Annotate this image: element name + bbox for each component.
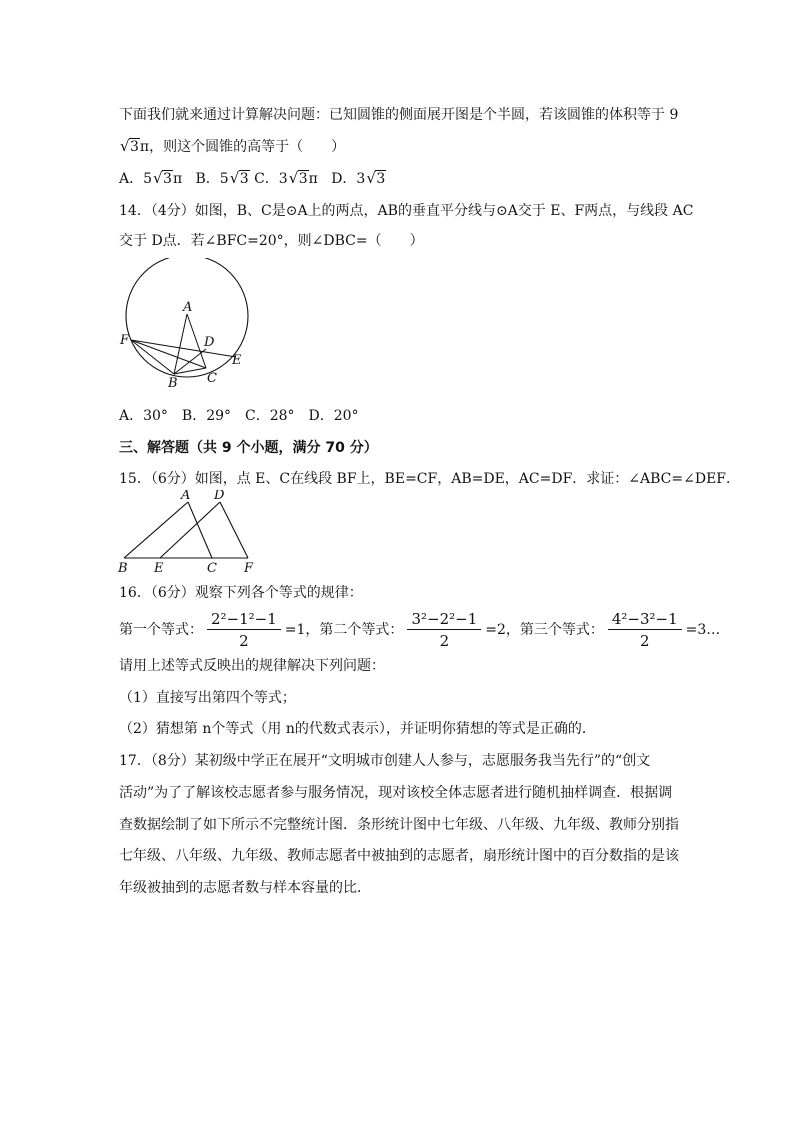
q16-line1: 16．（6分）观察下列各个等式的规律：: [119, 585, 363, 601]
q17-line4: 七年级、八年级、九年级、教师志愿者中被抽到的志愿者，扇形统计图中的百分数指的是该: [119, 848, 679, 864]
label-D: D: [204, 335, 215, 350]
q16-sub1: （1）直接写出第四个等式；: [119, 690, 296, 706]
q13-line2: √ 3π，则这个圆锥的高等于（ ）: [120, 137, 346, 155]
label-C: C: [207, 371, 217, 386]
q17-line1: 17．（8分）某初级中学正在展开“文明城市创建人人参与，志愿服务我当先行”的“创文: [119, 753, 651, 769]
label-D: D: [214, 490, 225, 503]
label-E: E: [154, 561, 164, 576]
q16-sub2: （2）猜想第 n个等式（用 n的代数式表示），并证明你猜想的等式是正确的．: [119, 721, 596, 737]
section-title: 三、解答题（共 9 个小题，满分 70 分）: [119, 440, 378, 456]
sqrt-3: √ 3: [120, 137, 139, 155]
q14-circle-figure: [118, 258, 258, 396]
q17-line3: 查数据绘制了如下所示不完整统计图．条形统计图中七年级、八年级、九年级、教师分别指: [119, 817, 679, 833]
q14-line1: 14．（4分）如图，B、C是⊙A上的两点，AB的垂直平分线与⊙A交于 E、F两点，与线段 AC: [119, 203, 694, 219]
q14-line2: 交于 D点．若∠BFC=20°，则∠DBC=（ ）: [119, 233, 424, 249]
q13-options: A．5 √ 3π B．5 √ 3 C．3 √ 3π D．3 √ 3: [119, 169, 386, 187]
label-A: A: [181, 490, 191, 503]
label-F: F: [244, 561, 254, 576]
label-E: E: [232, 353, 242, 368]
q15-triangles-figure: [116, 490, 266, 576]
q14-options: A．30° B．29° C．28° D．20°: [119, 408, 359, 424]
label-C: C: [207, 561, 217, 576]
q16-line3: 请用上述等式反映出的规律解决下列问题：: [119, 658, 385, 674]
label-B: B: [168, 376, 178, 391]
q15-line1: 15．（6分）如图，点 E、C在线段 BF上，BE=CF，AB=DE，AC=DF．求证：∠ABC=∠DEF．: [119, 471, 741, 487]
label-B: B: [118, 561, 128, 576]
q17-line5: 年级被抽到的志愿者数与样本容量的比．: [119, 880, 371, 896]
q17-line2: 活动”为了了解该校志愿者参与服务情况，现对该校全体志愿者进行随机抽样调查．根据调: [119, 785, 673, 801]
label-F: F: [120, 333, 130, 348]
q16-equations: 第一个等式： $\frac{\text{2²−1²−1}}{2}$ =1，第二个等式： $\frac{\text{3²−2²−1}}{2}$ =2，第三个等式： $\frac{\text{4²−3²−1}}{2}$ =3…: [119, 610, 721, 650]
q13-line1: 下面我们就来通过计算解决问题：已知圆锥的侧面展开图是个半圆，若该圆锥的体积等于 9: [119, 107, 679, 123]
label-A: A: [183, 300, 193, 315]
